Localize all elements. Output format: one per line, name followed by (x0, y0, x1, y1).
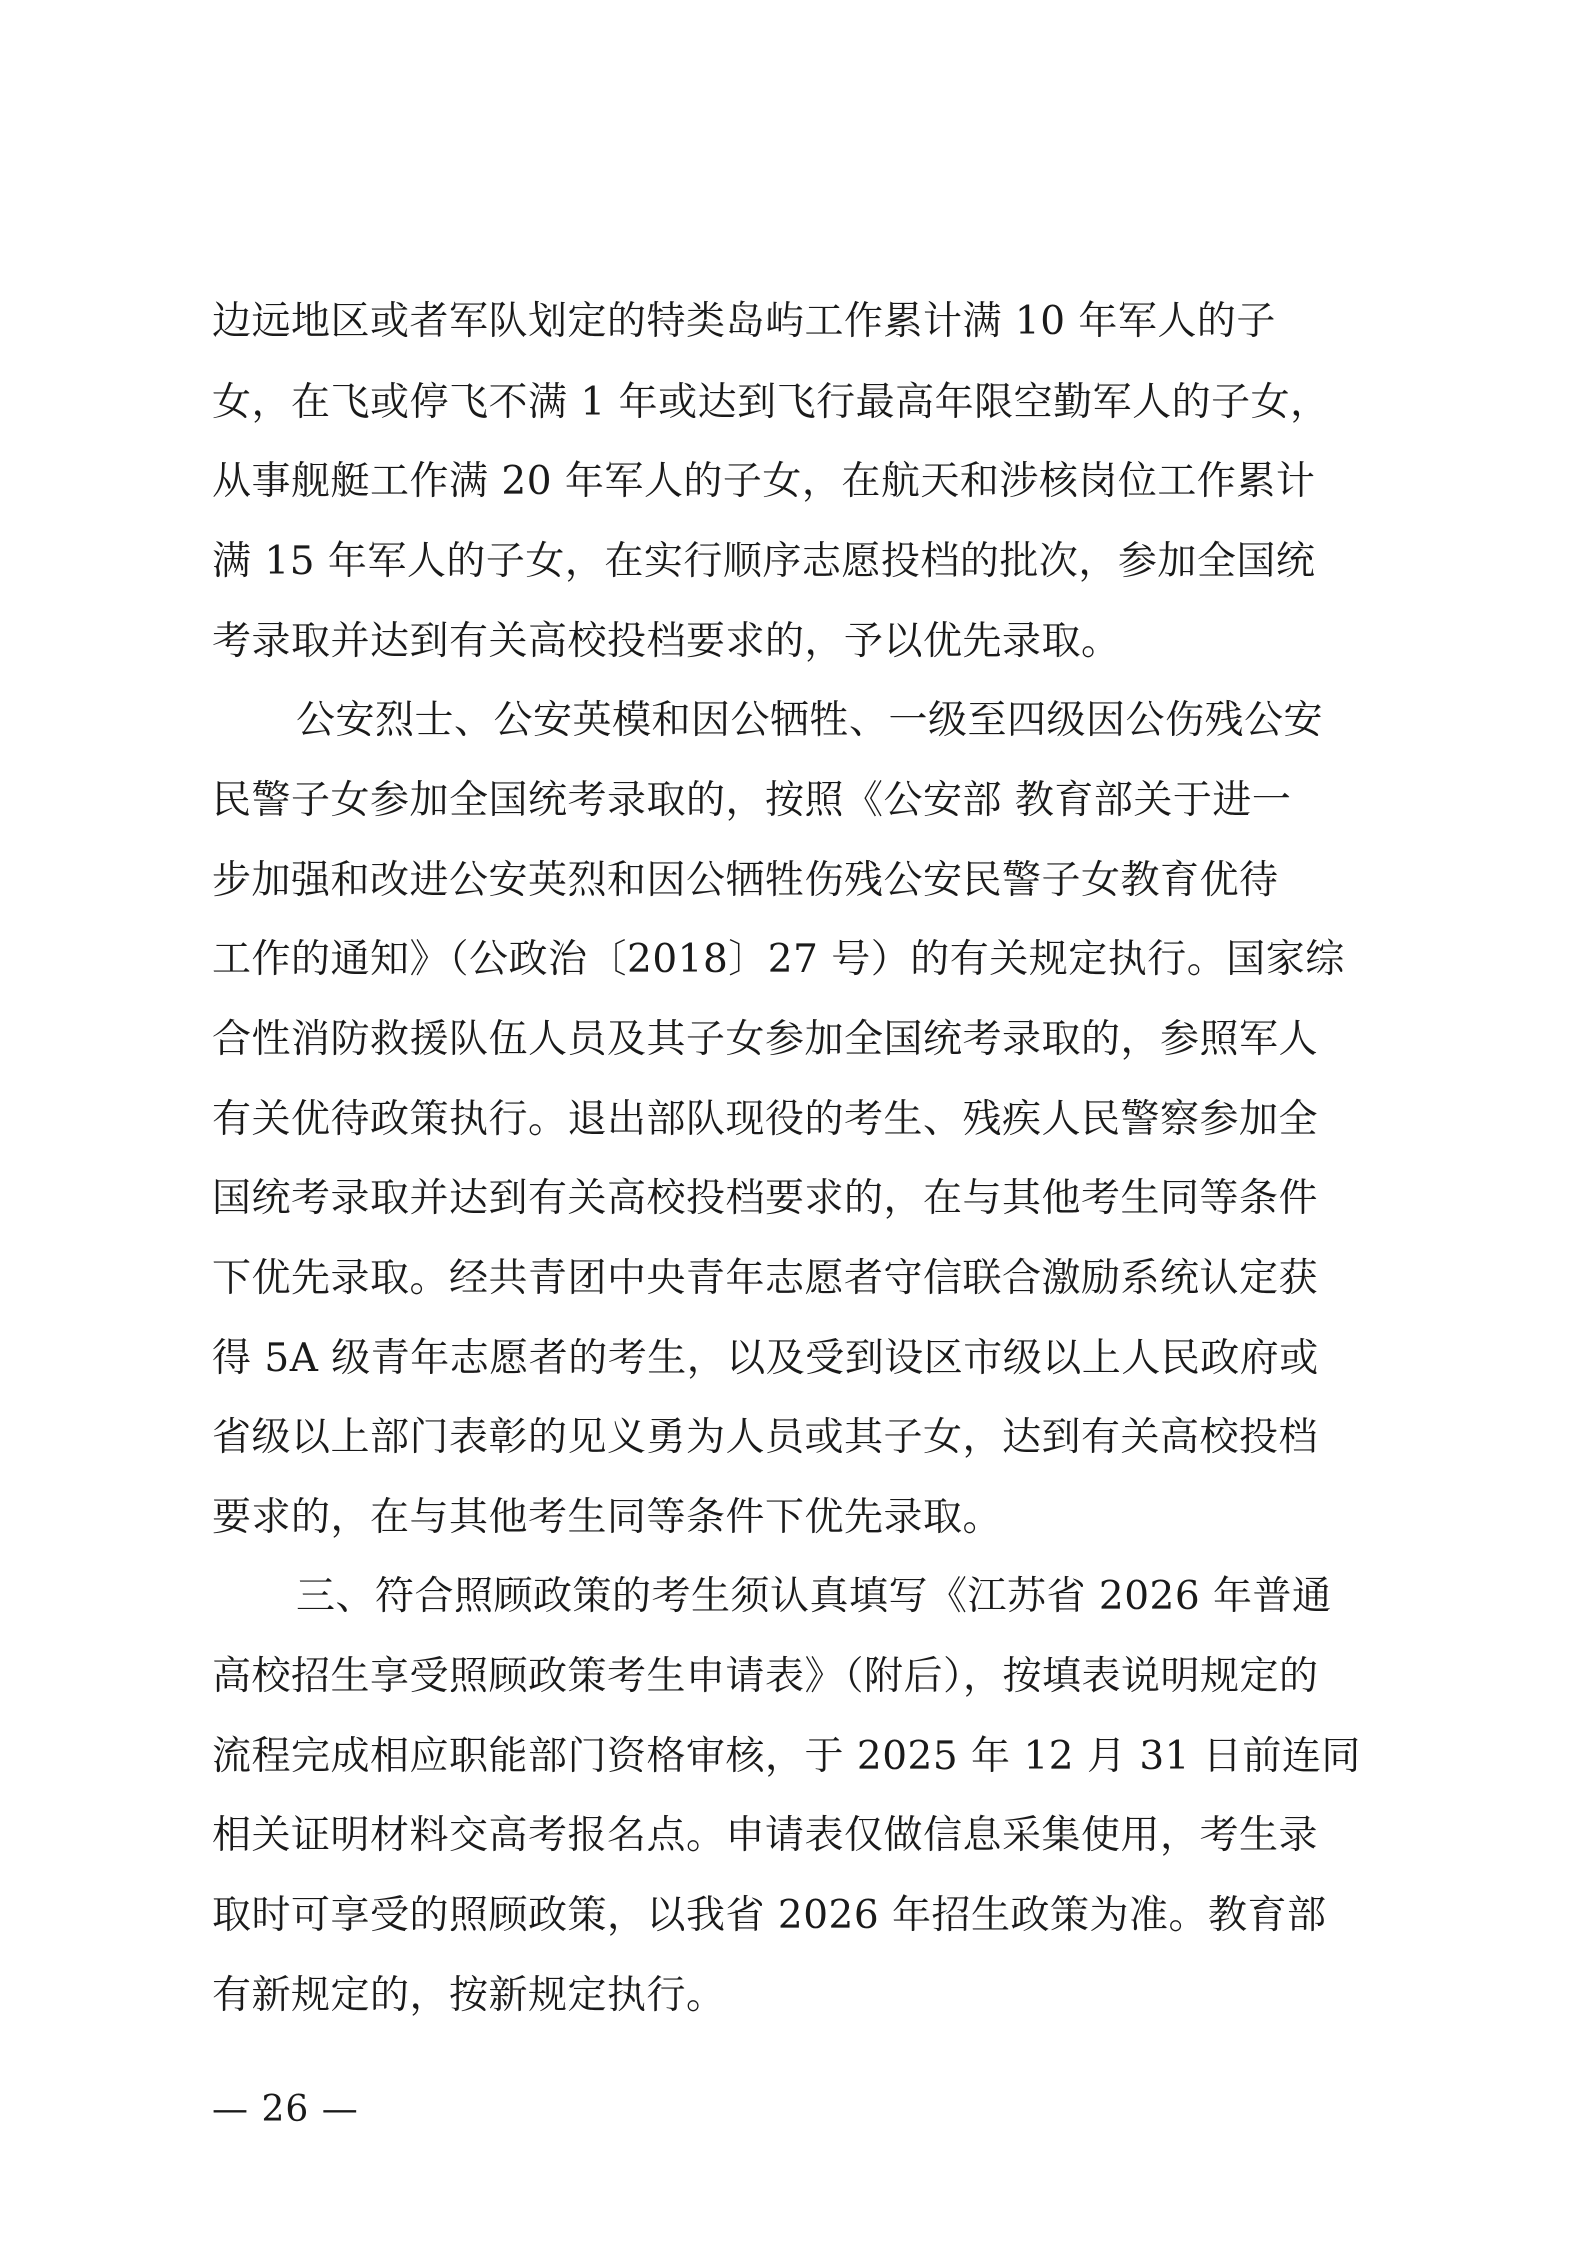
text-line: 考录取并达到有关高校投档要求的，予以优先录取。 (212, 619, 1121, 664)
paragraph-start: 公安烈士、公安英模和因公牺牲、一级至四级因公伤残公安 (296, 698, 1324, 743)
text-line: 合性消防救援队伍人员及其子女参加全国统考录取的，参照军人 (212, 1017, 1319, 1062)
text-line: 相关证明材料交高考报名点。申请表仅做信息采集使用，考生录 (212, 1813, 1319, 1858)
text-line: 取时可享受的照顾政策，以我省 2026 年招生政策为准。教育部 (212, 1893, 1327, 1938)
text-line: 女，在飞或停飞不满 1 年或达到飞行最高年限空勤军人的子女， (212, 380, 1330, 425)
text-line: 有关优待政策执行。退出部队现役的考生、残疾人民警察参加全 (212, 1097, 1319, 1142)
page-number: — 26 — (212, 2089, 359, 2130)
text-line: 国统考录取并达到有关高校投档要求的，在与其他考生同等条件 (212, 1176, 1319, 1221)
text-line: 得 5A 级青年志愿者的考生，以及受到设区市级以上人民政府或 (212, 1336, 1319, 1381)
text-line: 要求的，在与其他考生同等条件下优先录取。 (212, 1495, 1003, 1540)
text-line: 从事舰艇工作满 20 年军人的子女，在航天和涉核岗位工作累计 (212, 459, 1316, 504)
text-line: 民警子女参加全国统考录取的，按照《公安部 教育部关于进一 (212, 778, 1292, 823)
text-line: 步加强和改进公安英烈和因公牺牲伤残公安民警子女教育优待 (212, 858, 1279, 903)
section-heading-line: 三、符合照顾政策的考生须认真填写《江苏省 2026 年普通 (296, 1574, 1332, 1619)
text-line: 工作的通知》（公政治〔2018〕27 号）的有关规定执行。国家综 (212, 937, 1345, 982)
text-line: 高校招生享受照顾政策考生申请表》（附后），按填表说明规定的 (212, 1654, 1319, 1699)
text-line: 满 15 年军人的子女，在实行顺序志愿投档的批次，参加全国统 (212, 539, 1316, 584)
text-line: 边远地区或者军队划定的特类岛屿工作累计满 10 年军人的子 (212, 299, 1276, 344)
text-line: 省级以上部门表彰的见义勇为人员或其子女，达到有关高校投档 (212, 1415, 1319, 1460)
text-line: 流程完成相应职能部门资格审核，于 2025 年 12 月 31 日前连同 (212, 1734, 1361, 1779)
text-line: 下优先录取。经共青团中央青年志愿者守信联合激励系统认定获 (212, 1256, 1319, 1301)
text-line: 有新规定的，按新规定执行。 (212, 1973, 726, 2018)
